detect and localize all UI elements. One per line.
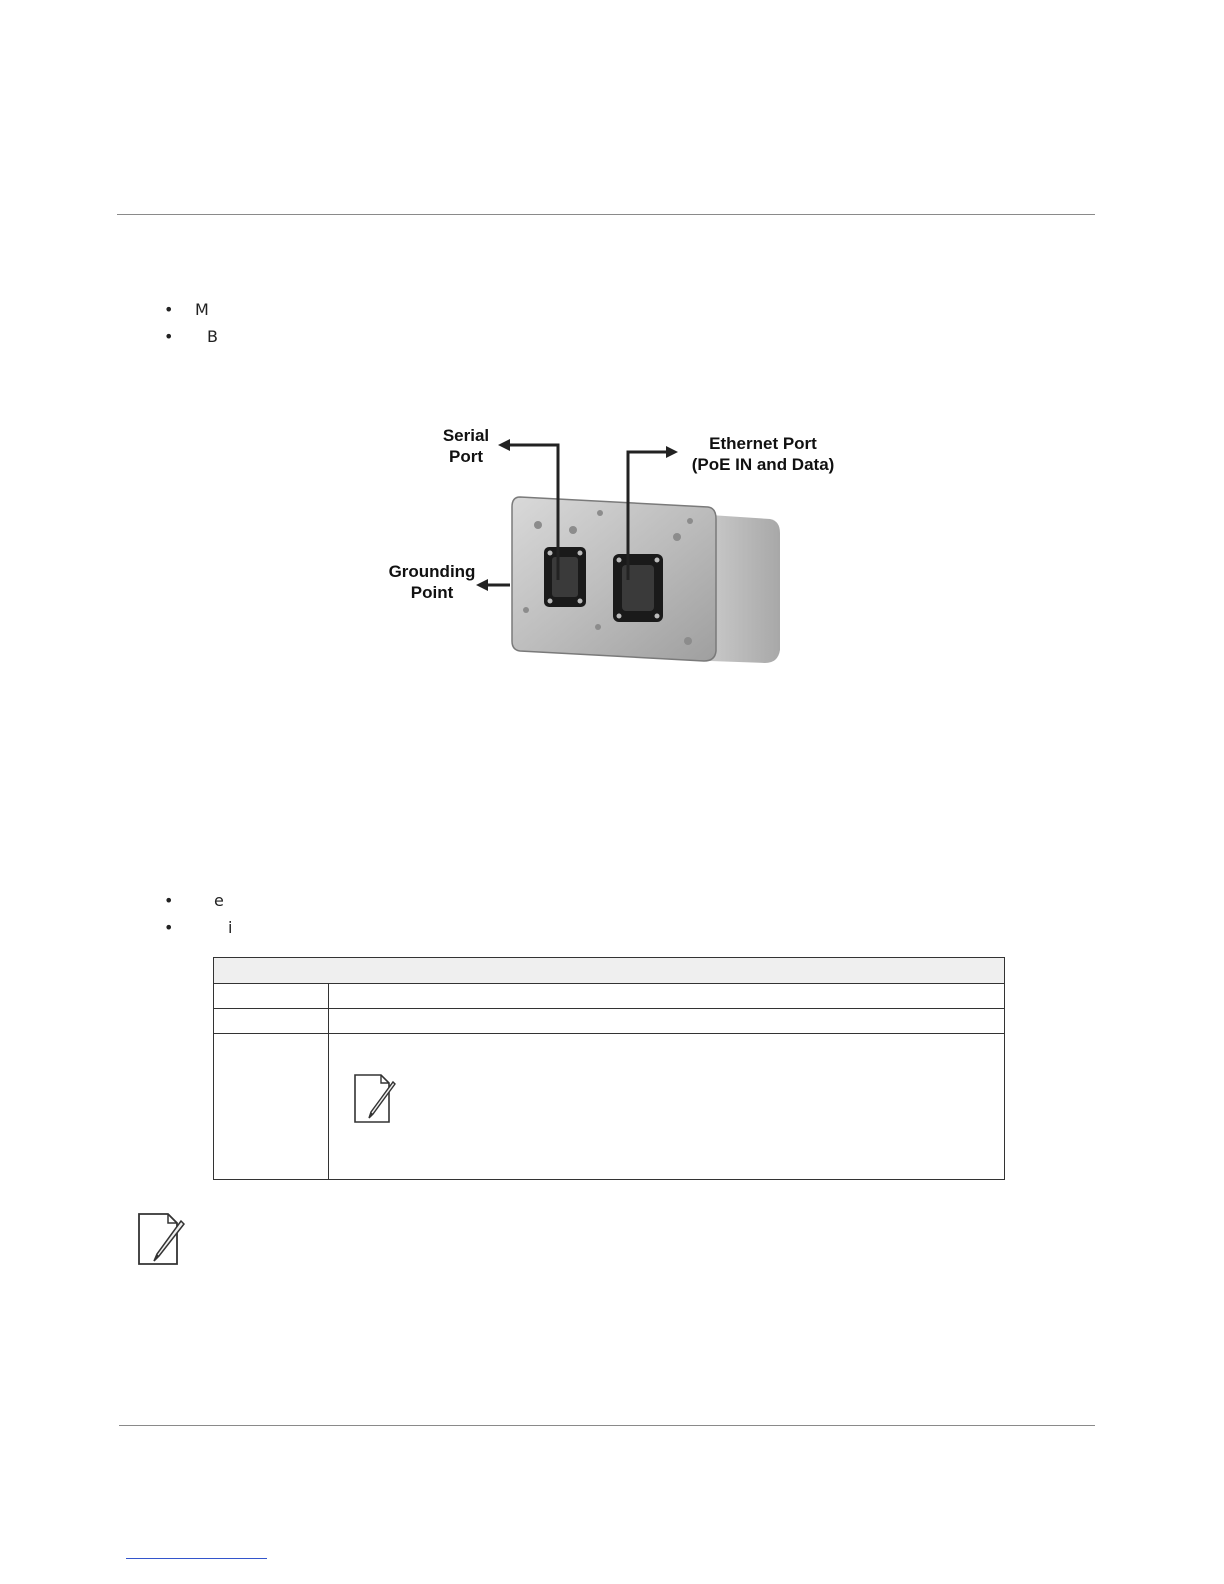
bullet-text: i bbox=[228, 918, 233, 937]
footer-link-underline[interactable] bbox=[126, 1558, 267, 1559]
ethernet-port-label-line1: Ethernet Port bbox=[709, 434, 817, 453]
table-header-cell bbox=[214, 958, 1005, 984]
grounding-point-label-line1: Grounding bbox=[388, 562, 476, 581]
bullet-dot: • bbox=[164, 327, 174, 346]
table-cell bbox=[214, 984, 329, 1009]
grounding-point-label-line2: Point bbox=[410, 583, 454, 602]
note-pencil-icon bbox=[134, 1210, 188, 1268]
serial-port-label bbox=[430, 425, 502, 467]
table-cell bbox=[214, 1009, 329, 1034]
ethernet-port-label-line2: (PoE IN and Data) bbox=[691, 455, 835, 474]
header-rule bbox=[117, 214, 1095, 215]
table-cell bbox=[214, 1034, 329, 1180]
table-cell bbox=[329, 1009, 1005, 1034]
grounding-point-label bbox=[380, 561, 484, 603]
note-pencil-icon bbox=[351, 1072, 399, 1126]
footer-rule bbox=[119, 1425, 1095, 1426]
table-row bbox=[214, 1009, 1005, 1034]
bullet-dot: • bbox=[164, 300, 174, 319]
table-cell bbox=[329, 984, 1005, 1009]
bullet-text: M bbox=[195, 300, 209, 319]
bullet-dot: • bbox=[164, 891, 174, 910]
serial-port-label-line1: Serial bbox=[442, 426, 490, 445]
table-cell bbox=[329, 1034, 1005, 1180]
bullet-text: B bbox=[207, 327, 218, 346]
device-ports-figure bbox=[370, 415, 850, 665]
spec-table bbox=[213, 957, 1005, 1180]
ethernet-port-label bbox=[678, 433, 848, 475]
table-row bbox=[214, 984, 1005, 1009]
bullet-text: e bbox=[214, 891, 224, 910]
table-header-row bbox=[214, 958, 1005, 984]
bullet-dot: • bbox=[164, 918, 174, 937]
table-row bbox=[214, 1034, 1005, 1180]
serial-port-label-line2: Port bbox=[449, 447, 483, 466]
